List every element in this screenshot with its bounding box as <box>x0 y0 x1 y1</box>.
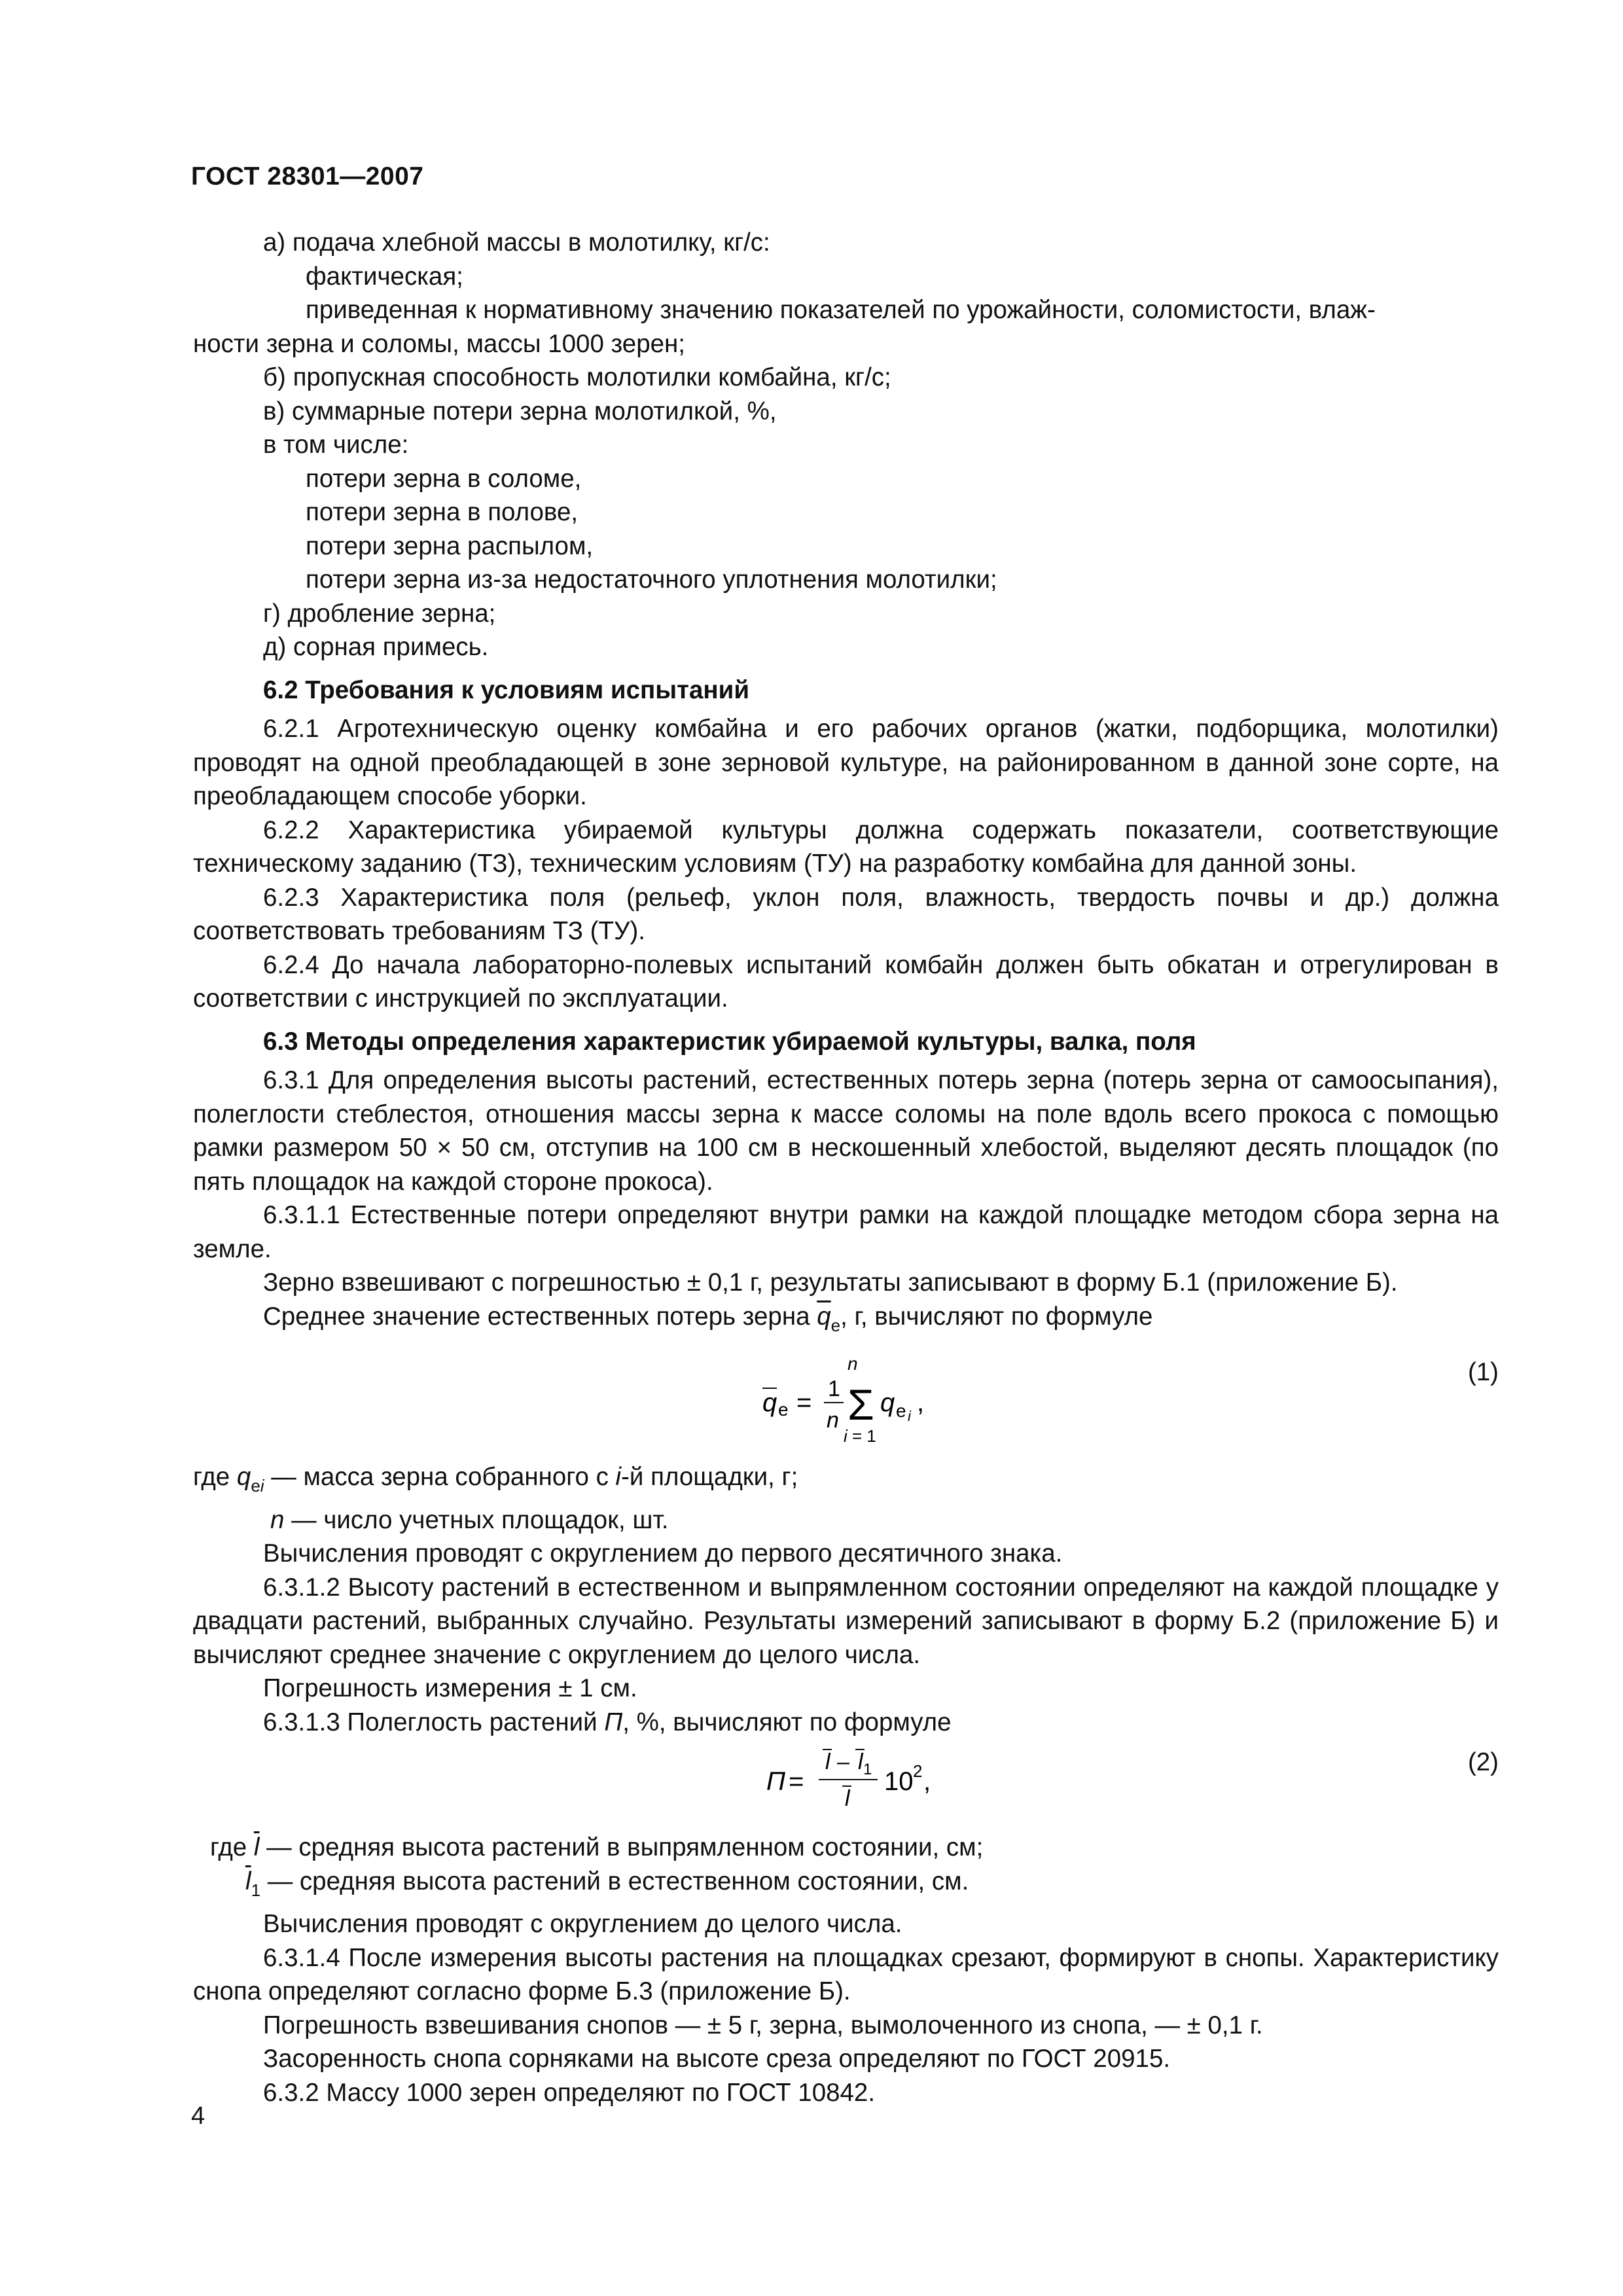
formula-2 <box>193 1739 1499 1831</box>
paragraph-rounding-2: Вычисления проводят с округлением до целого числа. <box>263 1910 902 1938</box>
paragraph-weighing-error: Погрешность взвешивания снопов — ± 5 г, зерна, вымолоченного из снопа, — ± 0,1 г. <box>263 2011 1263 2039</box>
list-a <box>193 226 1499 664</box>
svg-text:1: 1 <box>863 1761 872 1778</box>
where-block-2 <box>193 1831 1499 1907</box>
svg-text:i: i <box>908 1408 911 1424</box>
paragraph-6-2-4: 6.2.4 До начала лабораторно-полевых испытаний комбайн должен быть обкатан и отрегулирован в соответствии с инструкцией по эксплуатации. <box>193 950 1499 1013</box>
paragraph-6-2-1: 6.2.1 Агротехническую оценку комбайна и его рабочих органов (жатки, подборщика, молотилки) проводят на одной преобладающей в зоне зерновой культуре, на районированном в данной зоне сорте, на преобладающем способе уборки. <box>193 715 1499 810</box>
paragraph-6-3-1-1: 6.3.1.1 Естественные потери определяют внутри рамки на каждой площадке методом сбора зерна на земле. <box>193 1201 1499 1263</box>
section-heading-6-2: 6.2 Требования к условиям испытаний <box>263 675 749 704</box>
paragraph-6-2-3: 6.2.3 Характеристика поля (рельеф, уклон поля, влажность, твердость почвы и др.) должна соответствовать требованиям ТЗ (ТУ). <box>193 883 1499 945</box>
svg-text:=: = <box>789 1767 804 1796</box>
svg-text:П: П <box>766 1767 785 1796</box>
svg-text:e: e <box>778 1399 789 1420</box>
paragraph-precision: Зерно взвешивают с погрешностью ± 0,1 г, результаты записывают в форму Б.1 (приложение Б). <box>263 1268 1398 1297</box>
paragraph-6-3-1-4: 6.3.1.4 После измерения высоты растения на площадках срезают, формируют в снопы. Характеристику снопа определяют согласно форме Б.3 (приложение Б). <box>193 1943 1499 2005</box>
page-number: 4 <box>191 2102 205 2130</box>
svg-text:,: , <box>923 1767 931 1796</box>
list-item-v1: потери зерна в соломе, <box>306 464 582 493</box>
svg-text:,: , <box>917 1388 925 1417</box>
paragraph-6-3-1-3: 6.3.1.3 Полеглость растений П, %, вычисляют по формуле <box>263 1708 952 1736</box>
svg-text:l: l <box>845 1786 850 1811</box>
svg-text:n: n <box>827 1408 839 1433</box>
svg-text:Σ: Σ <box>847 1380 874 1429</box>
list-item-v3: потери зерна распылом, <box>306 531 594 560</box>
list-item-v4: потери зерна из-за недостаточного уплотнения молотилки; <box>306 565 997 594</box>
where-1-a: где $q_{ei}$ — масса зерна собранного с i-й площадки, г; <box>193 1463 798 1496</box>
list-item-a1: фактическая; <box>306 262 463 291</box>
svg-text:10: 10 <box>884 1767 914 1796</box>
paragraph-6-2-2: 6.2.2 Характеристика убираемой культуры должна содержать показатели, соответствующие техническому заданию (ТЗ), техническим условиям (ТУ) на разработку комбайна для данной зоны. <box>193 816 1499 878</box>
list-item-a2-line2: ности зерна и соломы, массы 1000 зерен; <box>193 329 685 358</box>
where-1-b: n — число учетных площадок, шт. <box>270 1505 669 1534</box>
svg-text:l: l <box>825 1749 830 1774</box>
where-2-b: $\overline{l}_1$ — средняя высота растений в естественном состоянии, см. <box>245 1867 969 1900</box>
document-header: ГОСТ 28301—2007 <box>191 162 424 190</box>
paragraph-6-3-1-2: 6.3.1.2 Высоту растений в естественном и выпрямленном состоянии определяют на каждой площадке у двадцати растений, выбранных случайно. Результаты измерений записывают в форму Б.2 (приложение Б) и вычисляют среднее значение с округлением до целого числа. <box>193 1573 1499 1669</box>
svg-text:i = 1: i = 1 <box>844 1426 876 1446</box>
paragraph-rounding-1: Вычисления проводят с округлением до первого десятичного знака. <box>263 1539 1063 1568</box>
formula-1 <box>193 1342 1499 1460</box>
formula-2-number: (2) <box>1467 1748 1499 1776</box>
svg-text:2: 2 <box>913 1761 923 1781</box>
list-item-v: в) суммарные потери зерна молотилкой, %, <box>263 397 777 425</box>
svg-text:e: e <box>896 1401 906 1421</box>
paragraph-measure-error: Погрешность измерения ± 1 см. <box>263 1674 637 1702</box>
list-item-v2: потери зерна в полове, <box>306 498 579 526</box>
list-item-g: г) дробление зерна; <box>263 599 496 628</box>
svg-text:–: – <box>837 1749 849 1774</box>
formula-2-expression <box>762 1739 1037 1831</box>
where-block-1 <box>193 1460 1499 1537</box>
where-2-a: где $\overline{l}$ — средняя высота растений в выпрямленном состоянии, см; <box>210 1833 984 1861</box>
list-item-a2-line1: приведенная к нормативному значению показателей по урожайности, соломистости, влаж- <box>306 296 1376 324</box>
paragraph-6-3-1: 6.3.1 Для определения высоты растений, естественных потерь зерна (потерь зерна от самоосыпания), полеглости стеблестоя, отношения массы зерна к массе соломы на поле вдоль всего прокоса с помощью рамки размером 50 × 50 см, отступив на 100 см в нескошенный хлебостой, выделяют десять площадок (по пять площадок на каждой стороне прокоса). <box>193 1066 1499 1196</box>
list-item-b: б) пропускная способность молотилки комбайна, кг/с; <box>263 363 891 391</box>
formula-1-expression <box>756 1342 1083 1460</box>
paragraph-mean-intro: Среднее значение естественных потерь зерна $\overline{q}_e$, г, вычисляют по формуле <box>263 1302 1153 1335</box>
svg-text:q: q <box>880 1388 895 1417</box>
svg-text:l: l <box>858 1749 863 1774</box>
list-item-a: а) подача хлебной массы в молотилку, кг/с: <box>263 228 770 257</box>
formula-1-number: (1) <box>1467 1358 1499 1386</box>
svg-text:q: q <box>762 1388 777 1417</box>
list-item-v0: в том числе: <box>263 431 409 459</box>
paragraph-6-3-2: 6.3.2 Массу 1000 зерен определяют по ГОСТ 10842. <box>263 2078 876 2107</box>
paragraph-weeds: Засоренность снопа сорняками на высоте среза определяют по ГОСТ 20915. <box>263 2045 1171 2073</box>
svg-text:1: 1 <box>828 1376 840 1401</box>
svg-text:=: = <box>796 1388 812 1417</box>
svg-text:n: n <box>847 1354 858 1374</box>
section-heading-6-3: 6.3 Методы определения характеристик убираемой культуры, валка, поля <box>263 1027 1196 1056</box>
document-body <box>193 226 1499 2109</box>
list-item-d: д) сорная примесь. <box>263 633 489 661</box>
